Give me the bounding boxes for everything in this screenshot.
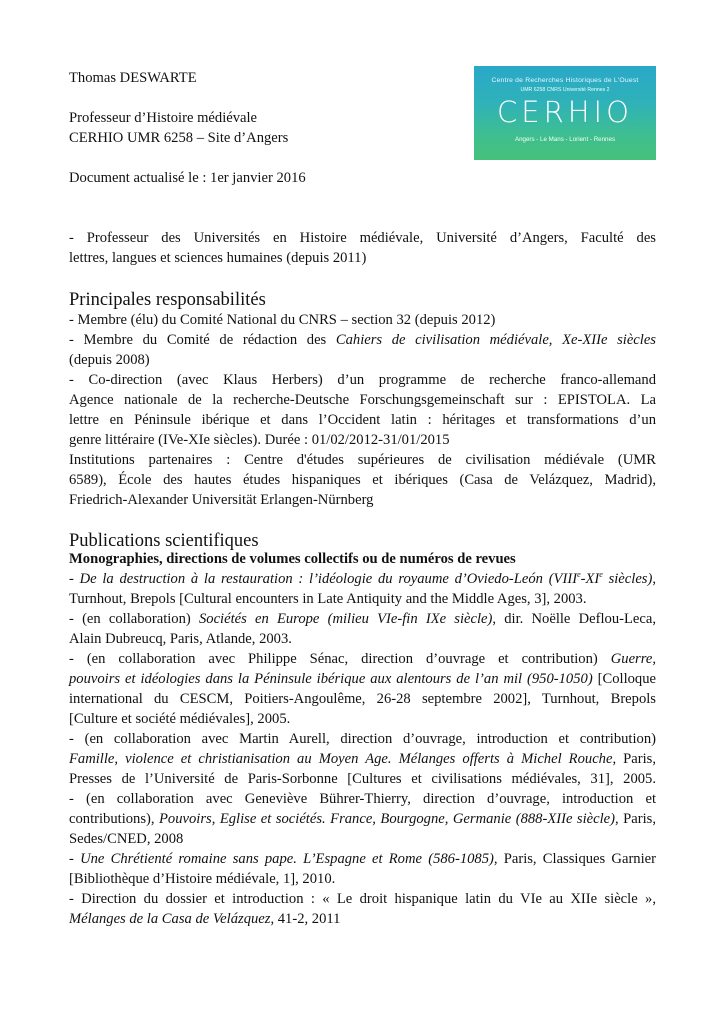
publication-item: - Direction du dossier et introduction : « Le droit hispanique latin du VIe au XIIe siècle », — [69, 891, 656, 907]
responsibility-item: lettre en Péninsule ibérique et dans l’Occident latin : héritages et transformations d’un — [69, 412, 656, 428]
section-title-publications: Publications scientifiques — [69, 531, 259, 551]
logo-line1: Centre de Recherches Historiques de L'Ouest — [491, 77, 639, 84]
publication-item: [Bibliothèque d’Histoire médiévale, 1], 2010. — [69, 871, 336, 887]
author-affiliation: CERHIO UMR 6258 – Site d’Angers — [69, 130, 289, 146]
responsibility-item: - Co-direction (avec Klaus Herbers) d’un programme de recherche franco-allemand — [69, 372, 656, 388]
responsibility-item: - Membre du Comité de rédaction des Cahiers de civilisation médiévale, Xe-XIIe siècles — [69, 332, 656, 348]
publication-item: - (en collaboration) Sociétés en Europe (milieu VIe-fin IXe siècle), dir. Noëlle Deflou-Leca, — [69, 611, 656, 627]
publication-item: - De la destruction à la restauration : l’idéologie du royaume d’Oviedo-León (VIIIe-XIe siècles), — [69, 570, 656, 587]
responsibility-item: - Membre (élu) du Comité National du CNRS – section 32 (depuis 2012) — [69, 312, 496, 328]
logo-cities: Angers - Le Mans - Lorient - Rennes — [514, 136, 616, 143]
responsibility-item: 6589), École des hautes études hispaniques et ibériques (Casa de Velázquez, Madrid), — [69, 472, 656, 488]
publication-item: Famille, violence et christianisation au Moyen Age. Mélanges offerts à Michel Rouche, Paris, — [69, 751, 656, 767]
publication-item: Sedes/CNED, 2008 — [69, 831, 184, 847]
publication-item: Alain Dubreucq, Paris, Atlande, 2003. — [69, 631, 292, 647]
responsibility-item: (depuis 2008) — [69, 352, 150, 368]
responsibility-item: Agence nationale de la recherche-Deutsche Forschungsgemeinschaft sur : EPISTOLA. La — [69, 392, 656, 408]
publication-item: [Culture et société médiévales], 2005. — [69, 711, 291, 727]
publication-item: Presses de l’Université de Paris-Sorbonne [Cultures et civilisations médiévales, 31], 2005. — [69, 771, 656, 787]
publication-item: - (en collaboration avec Martin Aurell, direction d’ouvrage, introduction et contribution) — [69, 731, 656, 747]
publication-item: - (en collaboration avec Geneviève Bührer-Thierry, direction d’ouvrage, introduction et — [69, 791, 656, 807]
publication-item: - (en collaboration avec Philippe Sénac, direction d’ouvrage et contribution) Guerre, — [69, 651, 656, 667]
publication-item: pouvoirs et idéologies dans la Péninsule ibérique aux alentours de l’an mil (950-1050) [Colloque — [69, 671, 656, 687]
section-title-responsibilities: Principales responsabilités — [69, 290, 266, 310]
responsibility-item: Institutions partenaires : Centre d'études supérieures de civilisation médiévale (UMR — [69, 452, 656, 468]
intro-line: - Professeur des Universités en Histoire médiévale, Université d’Angers, Faculté des — [69, 230, 656, 246]
responsibility-item: genre littéraire (IVe-XIe siècles). Durée : 01/02/2012-31/01/2015 — [69, 432, 450, 448]
update-date: Document actualisé le : 1er janvier 2016 — [69, 170, 306, 186]
logo-name: CERHIO — [497, 95, 633, 129]
responsibility-item: Friedrich-Alexander Universität Erlangen-Nürnberg — [69, 492, 374, 508]
publication-item: Mélanges de la Casa de Velázquez, 41-2, 2011 — [69, 911, 341, 927]
intro-line: lettres, langues et sciences humaines (depuis 2011) — [69, 250, 367, 266]
publication-item: international du CESCM, Poitiers-Angoulême, 26-28 septembre 2002], Turnhout, Brepols — [69, 691, 656, 707]
publication-item: Turnhout, Brepols [Cultural encounters in Late Antiquity and the Middle Ages, 3], 2003. — [69, 591, 587, 607]
author-position: Professeur d’Histoire médiévale — [69, 110, 258, 126]
publications-subtitle: Monographies, directions de volumes collectifs ou de numéros de revues — [69, 551, 516, 567]
publication-item: contributions), Pouvoirs, Eglise et sociétés. France, Bourgogne, Germanie (888-XIIe siècle), Paris, — [69, 811, 656, 827]
logo-line2: UMR 6258 CNRS Université Rennes 2 — [520, 87, 610, 93]
author-name: Thomas DESWARTE — [69, 70, 197, 86]
publication-item: - Une Chrétienté romaine sans pape. L’Espagne et Rome (586-1085), Paris, Classiques Garnier — [69, 851, 656, 867]
